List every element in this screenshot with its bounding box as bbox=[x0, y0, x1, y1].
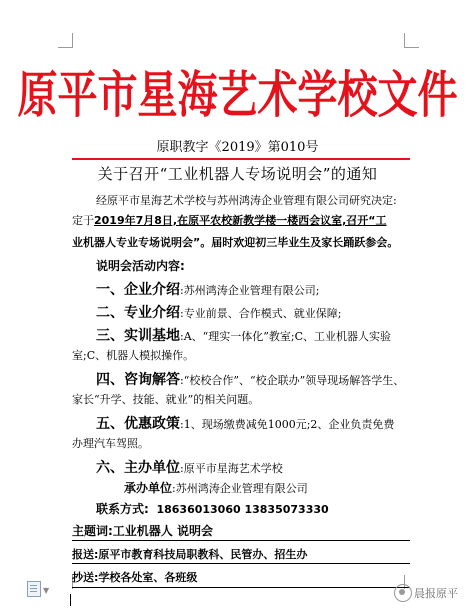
subject-keywords: 主题词:工业机器人 说明会 bbox=[72, 524, 213, 538]
footer-separator-top bbox=[72, 540, 410, 541]
red-divider-line bbox=[72, 158, 410, 160]
activity-heading: 说明会活动内容: bbox=[96, 259, 185, 273]
item-5-text: :1、现场缴费减免1000元;2、企业负责免费 bbox=[180, 418, 395, 431]
item-4-continued: 家长“升学、技能、就业”的相关问题。 bbox=[72, 393, 260, 406]
chevron-down-icon[interactable]: ▼ bbox=[43, 586, 50, 595]
footer-separator-bottom bbox=[72, 587, 410, 588]
item-3-continued: 室;C、机器人模拟操作。 bbox=[72, 349, 195, 362]
item-3 bbox=[96, 325, 391, 345]
document-icon[interactable] bbox=[27, 581, 41, 597]
item-1-label: 一、企业介绍 bbox=[96, 282, 180, 298]
item-2-text: :专业前景、合作模式、就业保障; bbox=[180, 307, 342, 320]
item-7 bbox=[124, 479, 308, 496]
intro-line-2-date: 2019年7月8日,在原平农校新教学楼一楼西会议室,召开“工 bbox=[94, 214, 387, 227]
corner-mark-bottom-left bbox=[58, 575, 73, 589]
item-6 bbox=[96, 457, 283, 477]
send-to: 报送:原平市教育科技局职教科、民管办、招生办 bbox=[72, 548, 308, 561]
contact-phones: 18636013060 13835073330 bbox=[156, 503, 329, 516]
item-3-text: :A、“理实一体化”教室;C、工业机器人实验 bbox=[180, 330, 392, 343]
item-5-label: 五、优惠政策 bbox=[96, 416, 180, 432]
copy-to: 抄送:学校各处室、各班级 bbox=[72, 571, 198, 584]
item-7-text: :苏州鸿涛企业管理有限公司 bbox=[172, 482, 308, 495]
item-2-label: 二、专业介绍 bbox=[96, 305, 180, 321]
intro-line-1: 经原平市星海艺术学校与苏州鸿涛企业管理有限公司研究决定: bbox=[96, 194, 397, 207]
item-3-label: 三、实训基地 bbox=[96, 328, 180, 344]
watermark-text: 晨报原平 bbox=[414, 587, 458, 600]
text-cursor bbox=[70, 594, 71, 606]
notice-title: 关于召开“工业机器人专场说明会”的通知 bbox=[97, 165, 378, 183]
item-4-label: 四、咨询解答 bbox=[96, 372, 180, 388]
corner-mark-top-right bbox=[404, 33, 419, 48]
document-masthead: 原平市星海艺术学校文件 bbox=[17, 66, 458, 125]
footer-separator-middle bbox=[72, 563, 410, 564]
contact-info bbox=[96, 500, 329, 517]
corner-mark-top-left bbox=[58, 33, 73, 48]
item-6-text: :原平市星海艺术学校 bbox=[180, 462, 283, 475]
contact-label: 联系方式: bbox=[96, 502, 149, 516]
intro-line-3: 业机器人专业专场说明会”。届时欢迎初三毕业生及家长踊跃参会。 bbox=[72, 236, 399, 249]
item-5 bbox=[96, 413, 394, 433]
item-5-continued: 办理汽车驾照。 bbox=[72, 437, 149, 450]
item-1-text: :苏州鸿涛企业管理有限公司; bbox=[180, 284, 320, 297]
document-number: 原职教字《2019》第010号 bbox=[156, 140, 319, 155]
intro-line-2-prefix: 定于 bbox=[72, 214, 94, 227]
item-4-text: :“校校合作”、“校企联办”领导现场解答学生、 bbox=[180, 374, 405, 387]
wechat-account-icon bbox=[394, 584, 412, 602]
item-4 bbox=[96, 369, 404, 389]
item-6-label: 六、主办单位 bbox=[96, 460, 180, 476]
item-2 bbox=[96, 302, 341, 322]
item-1 bbox=[96, 279, 319, 299]
intro-line-2 bbox=[72, 212, 387, 228]
item-7-label: 承办单位 bbox=[124, 481, 173, 495]
